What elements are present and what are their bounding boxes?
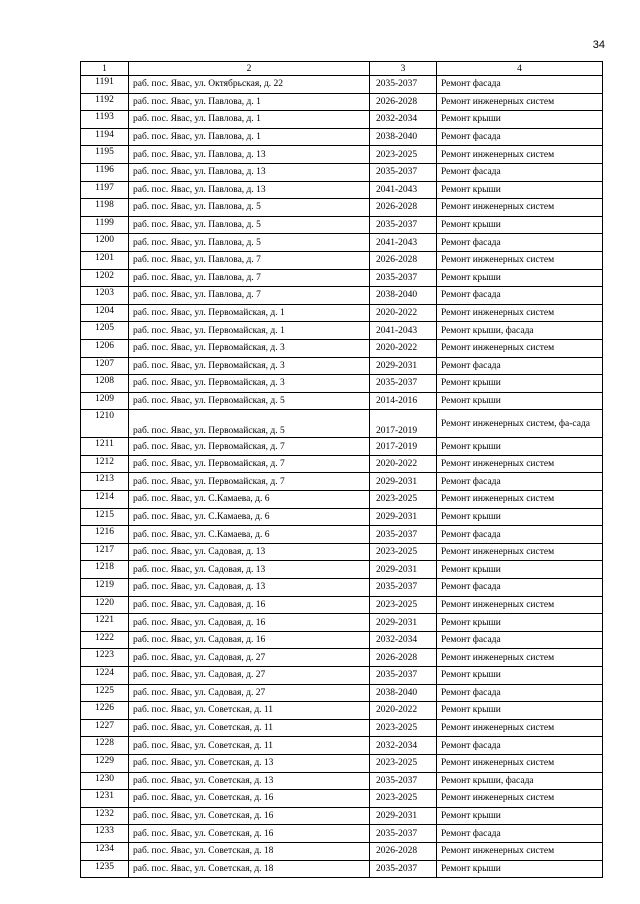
table-row	[81, 199, 603, 217]
table-row	[81, 543, 603, 561]
work-type-cell: Ремонт фасада	[437, 128, 603, 146]
work-type-cell: Ремонт фасада	[437, 234, 603, 252]
address-cell: раб. пос. Явас, ул. Советская, д. 16	[129, 790, 370, 808]
period-cell: 2035-2037	[370, 667, 437, 685]
address-cell: раб. пос. Явас, ул. Первомайская, д. 5	[129, 392, 370, 410]
period-cell: 2035-2037	[370, 163, 437, 181]
period-cell: 2035-2037	[370, 375, 437, 393]
address-cell: раб. пос. Явас, ул. Советская, д. 11	[129, 702, 370, 720]
period-cell: 2026-2028	[370, 649, 437, 667]
table-row	[81, 410, 603, 438]
table-row	[81, 702, 603, 720]
address-cell: раб. пос. Явас, ул. Первомайская, д. 7	[129, 438, 370, 456]
address-cell: раб. пос. Явас, ул. Садовая, д. 27	[129, 649, 370, 667]
table-row	[81, 234, 603, 252]
address-cell: раб. пос. Явас, ул. Первомайская, д. 5	[129, 410, 370, 438]
address-cell: раб. пос. Явас, ул. Павлова, д. 13	[129, 163, 370, 181]
work-type-cell: Ремонт фасада	[437, 684, 603, 702]
address-cell: раб. пос. Явас, ул. Павлова, д. 7	[129, 251, 370, 269]
period-cell: 2020-2022	[370, 702, 437, 720]
work-type-cell: Ремонт крыши	[437, 216, 603, 234]
period-cell: 2032-2034	[370, 631, 437, 649]
address-cell: раб. пос. Явас, ул. Павлова, д. 7	[129, 287, 370, 305]
period-cell: 2020-2022	[370, 339, 437, 357]
row-number-cell: 1214	[81, 491, 129, 509]
table-row	[81, 322, 603, 340]
address-cell: раб. пос. Явас, ул. Садовая, д. 16	[129, 631, 370, 649]
work-type-cell: Ремонт крыши	[437, 111, 603, 129]
work-type-cell: Ремонт фасада	[437, 631, 603, 649]
table-row	[81, 631, 603, 649]
table-row	[81, 754, 603, 772]
table-row	[81, 561, 603, 579]
work-type-cell: Ремонт инженерных систем	[437, 842, 603, 860]
table-row	[81, 392, 603, 410]
row-number-cell: 1204	[81, 304, 129, 322]
table-row	[81, 339, 603, 357]
row-number-cell: 1224	[81, 667, 129, 685]
table-row	[81, 807, 603, 825]
work-type-cell: Ремонт инженерных систем	[437, 754, 603, 772]
address-cell: раб. пос. Явас, ул. Советская, д. 18	[129, 842, 370, 860]
row-number-cell: 1220	[81, 596, 129, 614]
row-number-cell: 1221	[81, 614, 129, 632]
row-number-cell: 1215	[81, 508, 129, 526]
period-cell: 2014-2016	[370, 392, 437, 410]
period-cell: 2035-2037	[370, 860, 437, 878]
row-number-cell: 1223	[81, 649, 129, 667]
row-number-cell: 1235	[81, 860, 129, 878]
work-type-cell: Ремонт инженерных систем	[437, 304, 603, 322]
row-number-cell: 1231	[81, 790, 129, 808]
address-cell: раб. пос. Явас, ул. Первомайская, д. 7	[129, 473, 370, 491]
work-type-cell: Ремонт фасада	[437, 357, 603, 375]
period-cell: 2041-2043	[370, 322, 437, 340]
work-type-cell: Ремонт инженерных систем	[437, 251, 603, 269]
work-type-cell: Ремонт инженерных систем	[437, 649, 603, 667]
row-number-cell: 1205	[81, 322, 129, 340]
row-number-cell: 1219	[81, 579, 129, 597]
work-type-cell: Ремонт крыши	[437, 860, 603, 878]
address-cell: раб. пос. Явас, ул. Павлова, д. 5	[129, 199, 370, 217]
period-cell: 2023-2025	[370, 596, 437, 614]
row-number-cell: 1232	[81, 807, 129, 825]
period-cell: 2041-2043	[370, 181, 437, 199]
table-row	[81, 737, 603, 755]
period-cell: 2026-2028	[370, 842, 437, 860]
address-cell: раб. пос. Явас, ул. Советская, д. 16	[129, 807, 370, 825]
address-cell: раб. пос. Явас, ул. Садовая, д. 16	[129, 596, 370, 614]
table-row	[81, 719, 603, 737]
address-cell: раб. пос. Явас, ул. Советская, д. 11	[129, 737, 370, 755]
row-number-cell: 1229	[81, 754, 129, 772]
column-header: 3	[370, 62, 437, 76]
table-row	[81, 860, 603, 878]
work-type-cell: Ремонт инженерных систем	[437, 596, 603, 614]
period-cell: 2017-2019	[370, 438, 437, 456]
work-type-cell: Ремонт фасада	[437, 473, 603, 491]
table-row	[81, 455, 603, 473]
address-cell: раб. пос. Явас, ул. Садовая, д. 13	[129, 579, 370, 597]
row-number-cell: 1228	[81, 737, 129, 755]
address-cell: раб. пос. Явас, ул. Павлова, д. 13	[129, 181, 370, 199]
period-cell: 2026-2028	[370, 251, 437, 269]
table-row	[81, 304, 603, 322]
period-cell: 2026-2028	[370, 93, 437, 111]
work-type-cell: Ремонт крыши	[437, 614, 603, 632]
work-type-cell: Ремонт крыши	[437, 807, 603, 825]
address-cell: раб. пос. Явас, ул. Павлова, д. 1	[129, 93, 370, 111]
period-cell: 2029-2031	[370, 508, 437, 526]
work-type-cell: Ремонт фасада	[437, 526, 603, 544]
table-row	[81, 269, 603, 287]
table-row	[81, 825, 603, 843]
repair-schedule-table	[80, 61, 603, 878]
period-cell: 2032-2034	[370, 737, 437, 755]
row-number-cell: 1206	[81, 339, 129, 357]
row-number-cell: 1194	[81, 128, 129, 146]
period-cell: 2035-2037	[370, 825, 437, 843]
work-type-cell: Ремонт крыши	[437, 561, 603, 579]
address-cell: раб. пос. Явас, ул. Павлова, д. 5	[129, 216, 370, 234]
row-number-cell: 1216	[81, 526, 129, 544]
table-row	[81, 438, 603, 456]
table-row	[81, 649, 603, 667]
period-cell: 2038-2040	[370, 128, 437, 146]
period-cell: 2023-2025	[370, 491, 437, 509]
row-number-cell: 1209	[81, 392, 129, 410]
table-row	[81, 491, 603, 509]
address-cell: раб. пос. Явас, ул. Первомайская, д. 1	[129, 322, 370, 340]
table-row	[81, 579, 603, 597]
address-cell: раб. пос. Явас, ул. Павлова, д. 1	[129, 111, 370, 129]
row-number-cell: 1210	[81, 410, 129, 438]
period-cell: 2029-2031	[370, 357, 437, 375]
work-type-cell: Ремонт фасада	[437, 737, 603, 755]
table-row	[81, 614, 603, 632]
table-body	[81, 62, 603, 878]
address-cell: раб. пос. Явас, ул. Советская, д. 16	[129, 825, 370, 843]
period-cell: 2023-2025	[370, 719, 437, 737]
work-type-cell: Ремонт фасада	[437, 287, 603, 305]
address-cell: раб. пос. Явас, ул. Павлова, д. 5	[129, 234, 370, 252]
row-number-cell: 1198	[81, 199, 129, 217]
row-number-cell: 1217	[81, 543, 129, 561]
row-number-cell: 1227	[81, 719, 129, 737]
address-cell: раб. пос. Явас, ул. С.Камаева, д. 6	[129, 508, 370, 526]
address-cell: раб. пос. Явас, ул. С.Камаева, д. 6	[129, 491, 370, 509]
address-cell: раб. пос. Явас, ул. Павлова, д. 1	[129, 128, 370, 146]
period-cell: 2020-2022	[370, 455, 437, 473]
table-row	[81, 508, 603, 526]
table-row	[81, 357, 603, 375]
work-type-cell: Ремонт крыши	[437, 269, 603, 287]
page-number: 34	[592, 39, 605, 51]
address-cell: раб. пос. Явас, ул. Первомайская, д. 1	[129, 304, 370, 322]
table-row	[81, 146, 603, 164]
table-row	[81, 93, 603, 111]
table-row	[81, 251, 603, 269]
table-row	[81, 287, 603, 305]
work-type-cell: Ремонт инженерных систем	[437, 719, 603, 737]
address-cell: раб. пос. Явас, ул. Первомайская, д. 3	[129, 339, 370, 357]
period-cell: 2035-2037	[370, 579, 437, 597]
work-type-cell: Ремонт фасада	[437, 76, 603, 94]
address-cell: раб. пос. Явас, ул. Первомайская, д. 7	[129, 455, 370, 473]
period-cell: 2029-2031	[370, 473, 437, 491]
work-type-cell: Ремонт крыши	[437, 375, 603, 393]
table-row	[81, 842, 603, 860]
work-type-cell: Ремонт крыши, фасада	[437, 772, 603, 790]
row-number-cell: 1218	[81, 561, 129, 579]
work-type-cell: Ремонт крыши, фасада	[437, 322, 603, 340]
period-cell: 2035-2037	[370, 526, 437, 544]
row-number-cell: 1195	[81, 146, 129, 164]
row-number-cell: 1226	[81, 702, 129, 720]
address-cell: раб. пос. Явас, ул. Павлова, д. 7	[129, 269, 370, 287]
row-number-cell: 1213	[81, 473, 129, 491]
address-cell: раб. пос. Явас, ул. Первомайская, д. 3	[129, 357, 370, 375]
table-row	[81, 772, 603, 790]
period-cell: 2032-2034	[370, 111, 437, 129]
table-row	[81, 473, 603, 491]
work-type-cell: Ремонт инженерных систем	[437, 339, 603, 357]
period-cell: 2020-2022	[370, 304, 437, 322]
row-number-cell: 1192	[81, 93, 129, 111]
work-type-cell: Ремонт фасада	[437, 825, 603, 843]
work-type-cell: Ремонт инженерных систем, фа-сада	[437, 410, 603, 438]
row-number-cell: 1200	[81, 234, 129, 252]
row-number-cell: 1197	[81, 181, 129, 199]
address-cell: раб. пос. Явас, ул. Советская, д. 13	[129, 772, 370, 790]
work-type-cell: Ремонт инженерных систем	[437, 790, 603, 808]
row-number-cell: 1212	[81, 455, 129, 473]
work-type-cell: Ремонт крыши	[437, 508, 603, 526]
table-row	[81, 375, 603, 393]
row-number-cell: 1208	[81, 375, 129, 393]
row-number-cell: 1225	[81, 684, 129, 702]
row-number-cell: 1211	[81, 438, 129, 456]
period-cell: 2038-2040	[370, 287, 437, 305]
period-cell: 2023-2025	[370, 146, 437, 164]
row-number-cell: 1196	[81, 163, 129, 181]
address-cell: раб. пос. Явас, ул. Октябрьская, д. 22	[129, 76, 370, 94]
row-number-cell: 1222	[81, 631, 129, 649]
table-row	[81, 790, 603, 808]
address-cell: раб. пос. Явас, ул. Советская, д. 13	[129, 754, 370, 772]
row-number-cell: 1191	[81, 76, 129, 94]
work-type-cell: Ремонт крыши	[437, 392, 603, 410]
period-cell: 2023-2025	[370, 543, 437, 561]
address-cell: раб. пос. Явас, ул. Советская, д. 18	[129, 860, 370, 878]
work-type-cell: Ремонт крыши	[437, 181, 603, 199]
work-type-cell: Ремонт инженерных систем	[437, 455, 603, 473]
work-type-cell: Ремонт фасада	[437, 579, 603, 597]
address-cell: раб. пос. Явас, ул. Советская, д. 11	[129, 719, 370, 737]
table-row	[81, 76, 603, 94]
address-cell: раб. пос. Явас, ул. Садовая, д. 13	[129, 561, 370, 579]
address-cell: раб. пос. Явас, ул. Садовая, д. 27	[129, 684, 370, 702]
address-cell: раб. пос. Явас, ул. Садовая, д. 16	[129, 614, 370, 632]
table-row	[81, 111, 603, 129]
period-cell: 2035-2037	[370, 216, 437, 234]
column-header: 1	[81, 62, 129, 76]
table-row	[81, 526, 603, 544]
work-type-cell: Ремонт инженерных систем	[437, 146, 603, 164]
row-number-cell: 1203	[81, 287, 129, 305]
address-cell: раб. пос. Явас, ул. Садовая, д. 27	[129, 667, 370, 685]
work-type-cell: Ремонт крыши	[437, 702, 603, 720]
row-number-cell: 1207	[81, 357, 129, 375]
address-cell: раб. пос. Явас, ул. С.Камаева, д. 6	[129, 526, 370, 544]
period-cell: 2035-2037	[370, 772, 437, 790]
table-row	[81, 128, 603, 146]
work-type-cell: Ремонт инженерных систем	[437, 199, 603, 217]
address-cell: раб. пос. Явас, ул. Павлова, д. 13	[129, 146, 370, 164]
table-row	[81, 596, 603, 614]
table-row	[81, 684, 603, 702]
row-number-cell: 1193	[81, 111, 129, 129]
work-type-cell: Ремонт инженерных систем	[437, 93, 603, 111]
table-row	[81, 163, 603, 181]
work-type-cell: Ремонт инженерных систем	[437, 543, 603, 561]
row-number-cell: 1202	[81, 269, 129, 287]
work-type-cell: Ремонт инженерных систем	[437, 491, 603, 509]
period-cell: 2026-2028	[370, 199, 437, 217]
row-number-cell: 1201	[81, 251, 129, 269]
table-row	[81, 667, 603, 685]
table-row	[81, 181, 603, 199]
period-cell: 2041-2043	[370, 234, 437, 252]
column-header: 2	[129, 62, 370, 76]
period-cell: 2035-2037	[370, 76, 437, 94]
period-cell: 2029-2031	[370, 561, 437, 579]
row-number-cell: 1230	[81, 772, 129, 790]
address-cell: раб. пос. Явас, ул. Садовая, д. 13	[129, 543, 370, 561]
table-row	[81, 216, 603, 234]
work-type-cell: Ремонт фасада	[437, 163, 603, 181]
row-number-cell: 1234	[81, 842, 129, 860]
period-cell: 2029-2031	[370, 807, 437, 825]
row-number-cell: 1233	[81, 825, 129, 843]
period-cell: 2017-2019	[370, 410, 437, 438]
period-cell: 2029-2031	[370, 614, 437, 632]
period-cell: 2023-2025	[370, 754, 437, 772]
period-cell: 2038-2040	[370, 684, 437, 702]
row-number-cell: 1199	[81, 216, 129, 234]
column-header: 4	[437, 62, 603, 76]
period-cell: 2035-2037	[370, 269, 437, 287]
work-type-cell: Ремонт крыши	[437, 438, 603, 456]
address-cell: раб. пос. Явас, ул. Первомайская, д. 3	[129, 375, 370, 393]
period-cell: 2023-2025	[370, 790, 437, 808]
work-type-cell: Ремонт крыши	[437, 667, 603, 685]
table-header-row	[81, 62, 603, 76]
